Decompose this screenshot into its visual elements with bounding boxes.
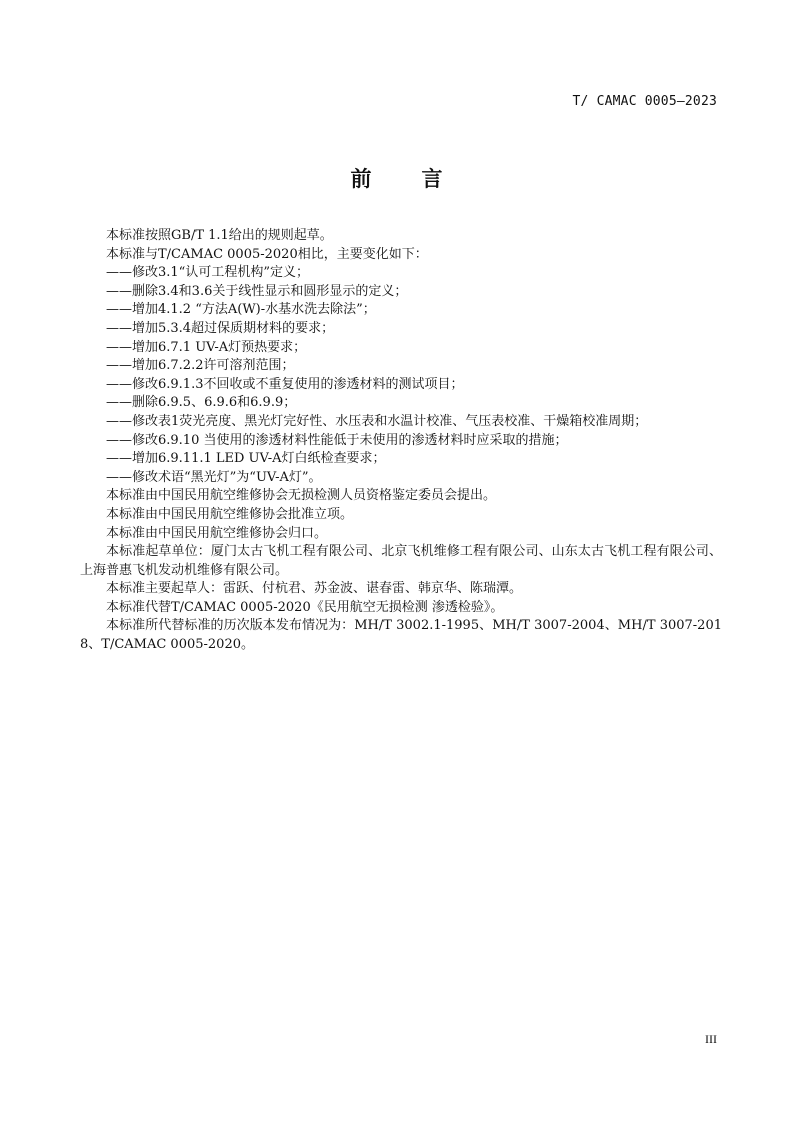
change-item: ——增加6.9.11.1 LED UV-A灯白纸检查要求； (106, 451, 386, 467)
version-history: 本标准所代替标准的历次版本发布情况为：MH/T 3002.1-1995、MH/T 3007-2004、MH/T 3007-2018、T/CAMAC 0005-2020。 (80, 618, 722, 653)
paragraph: 本标准由中国民用航空维修协会归口。 (106, 525, 328, 541)
change-item: ——增加6.7.2.2许可溶剂范围； (106, 358, 295, 374)
change-item: ——修改6.9.10 当使用的渗透材料性能低于未使用的渗透材料时应采取的措施； (106, 432, 568, 448)
paragraph: 本标准与T/CAMAC 0005-2020相比，主要变化如下： (106, 246, 428, 262)
drafters: 本标准主要起草人：雷跃、付杭君、苏金波、谌春雷、韩京华、陈瑞潭。 (106, 581, 523, 597)
change-item: ——修改3.1“认可工程机构”定义； (106, 265, 309, 281)
replacement-statement: 本标准代替T/CAMAC 0005-2020《民用航空无损检测 渗透检验》。 (106, 599, 504, 615)
change-item: ——增加6.7.1 UV-A灯预热要求； (106, 339, 307, 355)
drafting-units: 本标准起草单位：厦门太古飞机工程有限公司、北京飞机维修工程有限公司、山东太古飞机工程有限公司、上海普惠飞机发动机维修有限公司。 (80, 544, 722, 578)
change-item: ——修改术语“黑光灯”为“UV-A灯”。 (106, 469, 322, 485)
change-item: ——增加5.3.4超过保质期材料的要求； (106, 320, 335, 336)
title-char-2: 言 (421, 167, 443, 191)
change-item: ——删除3.4和3.6关于线性显示和圆形显示的定义； (106, 283, 408, 299)
paragraph: 本标准按照GB/T 1.1给出的规则起草。 (106, 228, 333, 243)
change-item: ——修改表1荧光亮度、黑光灯完好性、水压表和水温计校准、气压表校准、干燥箱校准周期； (106, 413, 648, 429)
paragraph: 本标准由中国民用航空维修协会批准立项。 (106, 506, 354, 522)
page-title (0, 163, 793, 193)
title-char-1: 前 (350, 167, 372, 191)
paragraph: 本标准由中国民用航空维修协会无损检测人员资格鉴定委员会提出。 (106, 488, 497, 504)
foreword-body (80, 227, 722, 655)
change-item: ——修改6.9.1.3不回收或不重复使用的渗透材料的测试项目； (106, 376, 464, 392)
document-code: T/ CAMAC 0005—2023 (572, 94, 717, 109)
page-number: III (705, 1032, 717, 1046)
change-item: ——增加4.1.2 “方法A(W)-水基水洗去除法”； (106, 302, 376, 318)
change-item: ——删除6.9.5、6.9.6和6.9.9； (106, 395, 297, 411)
